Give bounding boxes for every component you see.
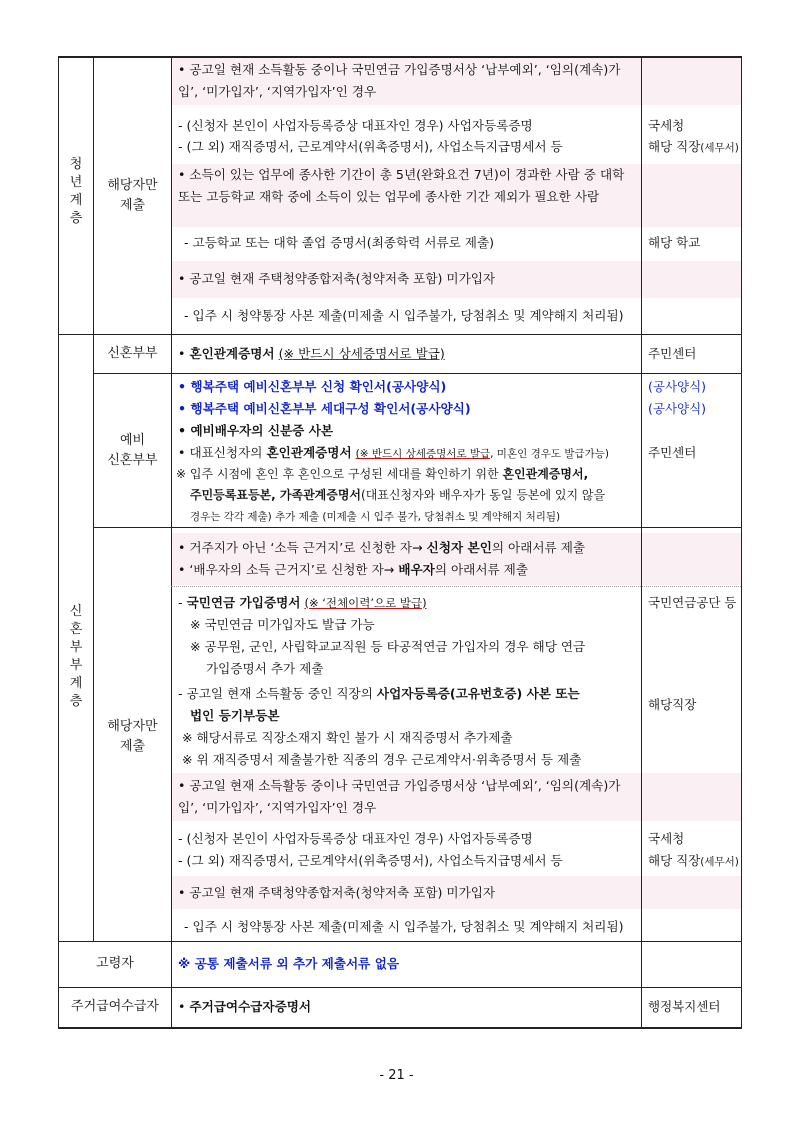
table-top <box>58 56 742 58</box>
row-divider <box>93 373 742 374</box>
category-youth: 청 년 계 층 <box>69 157 83 226</box>
nw-business-issuer: 해당직장 <box>648 697 697 712</box>
col-divider <box>641 56 642 1028</box>
nw-source-2: • ‘배우자의 소득 근거지’로 신청한 자→ 배우자의 아래서류 제출 <box>178 562 529 577</box>
nw-row-1: • 공고일 현재 소득활동 중이나 국민연금 가입증명서상 ‘납부예외’, ‘임의(계속)가입’, ‘미가입자’, ‘지역가입자’인 경우 <box>178 778 621 815</box>
elderly-text: ※ 공통 제출서류 외 추가 제출서류 없음 <box>178 956 400 971</box>
table-right <box>741 56 742 1028</box>
nw-row-6: - 입주 시 청약통장 사본 제출(미제출 시 입주불가, 당첨취소 및 계약해지 처리됨) <box>184 919 624 934</box>
youth-issuer-tax: 국세청 <box>648 118 685 133</box>
row-divider <box>58 987 742 988</box>
bg <box>642 876 741 909</box>
nw-pension-note-2: ※ 공무원, 군인, 사립학교교직원 등 타공적연금 가입자의 경우 해당 연금 <box>190 639 586 654</box>
youth-row-4: - 고등학교 또는 대학 졸업 증명서(최종학력 서류로 제출) <box>184 235 495 250</box>
nw-business-note-1: ※ 해당서류로 직장소재지 확인 불가 시 재직증명서 추가제출 <box>182 730 513 745</box>
pre-issuer-3: 주민센터 <box>648 445 697 460</box>
nw-business-2: 법인 등기부등본 <box>190 708 280 723</box>
married-doc: • 혼인관계증명서 (※ 반드시 상세증명서로 발급) <box>178 346 445 361</box>
nw-source-1: • 거주지가 아닌 ‘소득 근거지’로 신청한 자→ 신청자 본인의 아래서류 제출 <box>178 540 586 555</box>
nw-business-note-2: ※ 위 재직증명서 제출불가한 직종의 경우 근로계약서·위촉증명서 등 제출 <box>182 752 582 767</box>
youth-issuer-school: 해당 학교 <box>648 235 701 250</box>
newlywed-subject-label: 해당자만 제출 <box>107 719 158 754</box>
pre-doc-5: ※ 입주 시점에 혼인 후 혼인으로 구성된 세대를 확인하기 위한 혼인관계증명서, 주민등록표등본, 가족관계증명서(대표신청자와 배우자가 동일 등본에 있지 않을 경우는 각각 제출) 추가 제출 (미제출 시 입주 불가, 당첨취소 및 계약해지 처리됨) <box>176 467 606 523</box>
row-divider <box>58 941 742 942</box>
bg <box>642 773 741 821</box>
youth-row-3: • 소득이 있는 업무에 종사한 기간이 총 5년(완화요건 7년)이 경과한 사람 중 대학 또는 고등학교 재학 중에 소득이 있는 업무에 종사한 기간 제외가 필요한 사람 <box>178 167 625 204</box>
nw-pension-issuer: 국민연금공단 등 <box>648 595 737 610</box>
youth-issuer-work: 해당 직장(세무서) <box>648 139 739 154</box>
married-label: 신혼부부 <box>107 346 158 361</box>
housing-label: 주거급여수급자 <box>71 999 159 1014</box>
bg <box>642 164 741 227</box>
pre-doc-4: • 대표신청자의 혼인관계증명서 (※ 반드시 상세증명서로 발급, 미혼인 경우도 발급가능) <box>178 445 610 460</box>
nw-row-5: • 공고일 현재 주택청약종합저축(청약저축 포함) 미가입자 <box>178 885 496 900</box>
nw-issuer-work: 해당 직장(세무서) <box>648 853 739 868</box>
youth-row-2b: - (그 외) 재직증명서, 근로계약서(위촉증명서), 사업소득지급명세서 등 <box>178 139 563 154</box>
bg <box>642 57 741 105</box>
youth-subject-label: 해당자만 제출 <box>107 178 158 213</box>
youth-row-2a: - (신청자 본인이 사업자등록증상 대표자인 경우) 사업자등록증명 <box>178 118 533 133</box>
elderly-label: 고령자 <box>96 956 134 971</box>
table-bottom <box>58 1027 742 1029</box>
nw-row-2a: - (신청자 본인이 사업자등록증상 대표자인 경우) 사업자등록증명 <box>178 831 533 846</box>
nw-pension: - 국민연금 가입증명서 (※ ‘전체이력’으로 발급) <box>178 595 427 610</box>
housing-text: • 주거급여수급자증명서 <box>178 999 312 1014</box>
bg <box>642 261 741 298</box>
dotted-divider <box>171 586 741 587</box>
nw-pension-note-3: 가입증명서 추가 제출 <box>206 661 324 676</box>
pre-doc-2: • 행복주택 예비신혼부부 세대구성 확인서(공사양식) <box>178 401 471 416</box>
youth-row-1: • 공고일 현재 소득활동 중이나 국민연금 가입증명서상 ‘납부예외’, ‘임의(계속)가입’, ‘미가입자’, ‘지역가입자’인 경우 <box>178 62 621 99</box>
nw-issuer-tax: 국세청 <box>648 831 685 846</box>
pre-doc-3: • 예비배우자의 신분증 사본 <box>178 423 334 438</box>
youth-row-5: • 공고일 현재 주택청약종합저축(청약저축 포함) 미가입자 <box>178 271 496 286</box>
housing-issuer: 행정복지센터 <box>648 999 721 1014</box>
row-divider <box>58 334 742 335</box>
page-number: - 21 - <box>379 1068 414 1083</box>
nw-row-2b: - (그 외) 재직증명서, 근로계약서(위촉증명서), 사업소득지급명세서 등 <box>178 853 563 868</box>
nw-pension-note-1: ※ 국민연금 미가입자도 발급 가능 <box>190 617 375 632</box>
category-newlywed: 신 혼 부 부 계 층 <box>69 604 83 709</box>
pre-issuer-1: (공사양식) <box>648 379 707 394</box>
pre-married-label: 예비 신혼부부 <box>107 433 158 468</box>
married-issuer: 주민센터 <box>648 346 697 361</box>
youth-row-6: - 입주 시 청약통장 사본 제출(미제출 시 입주불가, 당첨취소 및 계약해지 처리됨) <box>184 308 624 323</box>
pre-doc-1: • 행복주택 예비신혼부부 신청 확인서(공사양식) <box>178 379 447 394</box>
nw-business: - 공고일 현재 소득활동 중인 직장의 사업자등록증(고유번호증) 사본 또는 <box>178 686 580 701</box>
pre-issuer-2: (공사양식) <box>648 401 707 416</box>
col-divider <box>171 56 172 1028</box>
